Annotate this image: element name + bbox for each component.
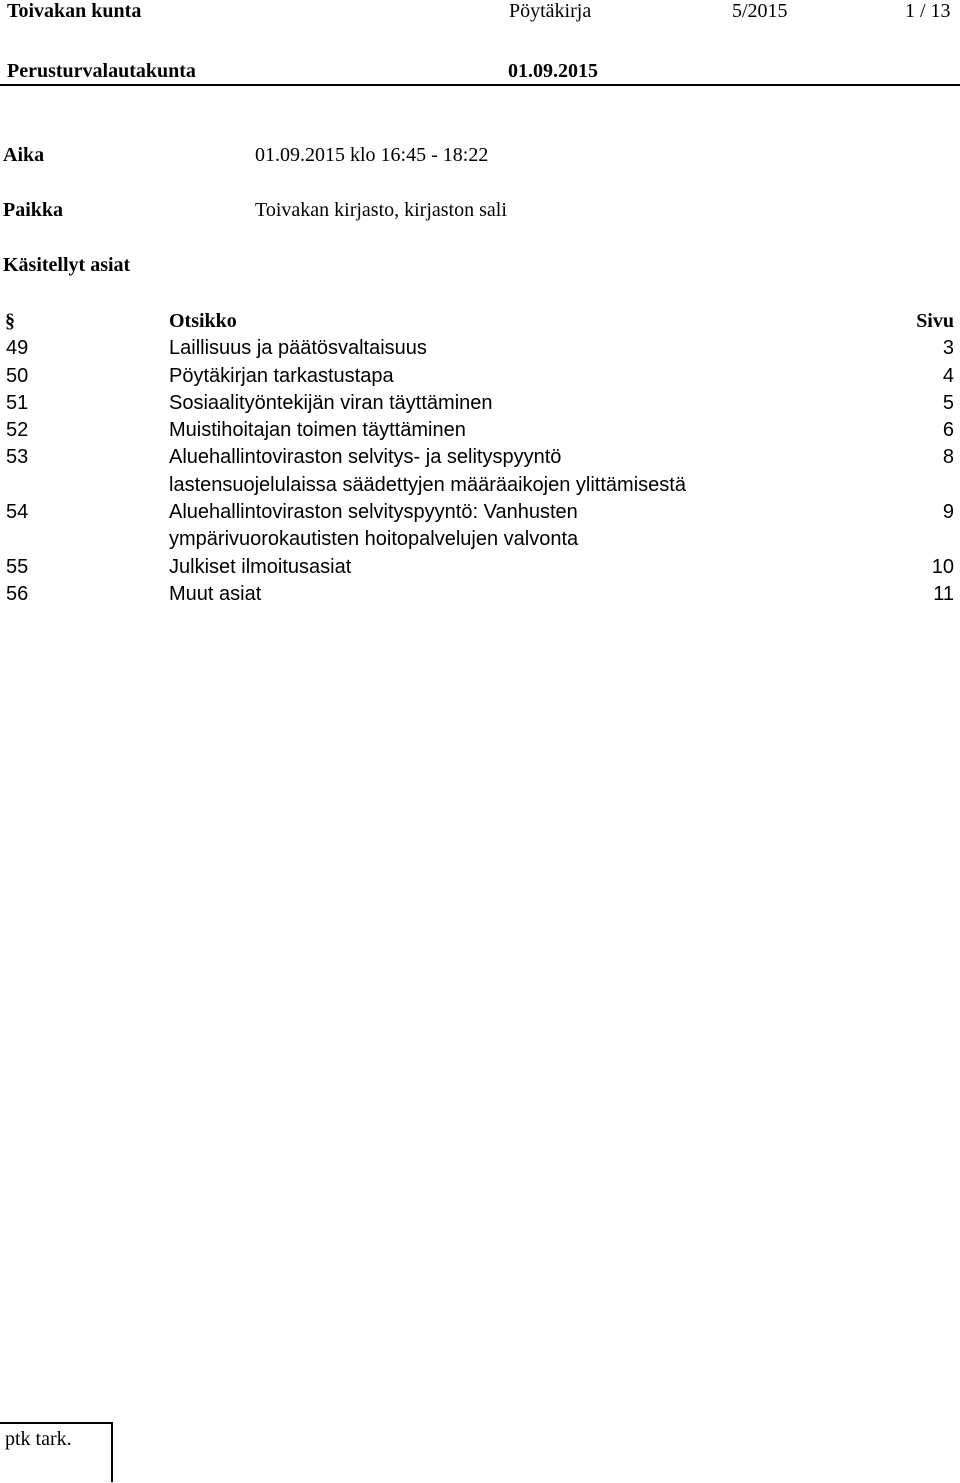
agenda-item-number: 52 (6, 419, 29, 442)
agenda-row (0, 581, 960, 608)
agenda-item-number: 51 (6, 391, 29, 414)
agenda-item-title-line: Julkiset ilmoitusasiat (169, 555, 352, 578)
agenda-item-page: 3 (942, 337, 954, 360)
header-date: 01.09.2015 (508, 60, 598, 82)
agenda-item-page: 9 (942, 501, 954, 524)
agenda-item-title (169, 554, 869, 581)
agenda-item-title-line: Muut asiat (169, 582, 262, 605)
agenda-rows (0, 335, 960, 608)
agenda-row (0, 499, 960, 554)
agenda-item-title (169, 390, 869, 417)
document-type: Pöytäkirja (509, 0, 592, 22)
agenda-row (0, 444, 960, 499)
time-value: 01.09.2015 klo 16:45 - 18:22 (255, 144, 489, 166)
agenda-item-page: 6 (942, 419, 954, 442)
section-sign-icon: § (5, 310, 15, 332)
place-value: Toivakan kirjasto, kirjaston sali (255, 199, 507, 221)
agenda-item-page: 10 (931, 555, 954, 578)
agenda-item-page: 5 (942, 391, 954, 414)
agenda-item-title-line: Laillisuus ja päätösvaltaisuus (169, 337, 427, 360)
agenda-item-title (169, 417, 869, 444)
agenda-item-title-line: Sosiaalityöntekijän viran täyttäminen (169, 391, 493, 414)
agenda-item-number: 54 (6, 501, 29, 524)
agenda-item-page: 4 (942, 364, 954, 387)
agenda-item-page: 11 (933, 582, 954, 605)
agenda-item-title-line: Muistihoitajan toimen täyttäminen (169, 419, 466, 442)
column-page-header: Sivu (916, 310, 954, 332)
agenda-item-number: 56 (6, 582, 29, 605)
agenda-row (0, 417, 960, 444)
agenda-item-number: 49 (6, 337, 29, 360)
agenda-item-title (169, 444, 869, 499)
agenda-item-title-line: Pöytäkirjan tarkastustapa (169, 364, 394, 387)
agenda-header-row (0, 308, 960, 335)
agenda-row (0, 363, 960, 390)
agenda-item-title (169, 363, 869, 390)
agenda-item-title (169, 499, 869, 554)
document-number: 5/2015 (732, 0, 788, 22)
time-label: Aika (3, 144, 45, 166)
ptk-label: ptk tark. (5, 1428, 72, 1450)
agenda-item-title-line: Aluehallintoviraston selvitys- ja selityspyyntö (169, 446, 562, 469)
organization-name: Toivakan kunta (7, 0, 142, 22)
items-heading: Käsitellyt asiat (3, 254, 131, 276)
place-label: Paikka (3, 199, 64, 221)
agenda-row (0, 554, 960, 581)
column-title-header: Otsikko (169, 310, 237, 332)
agenda-table (0, 308, 960, 608)
agenda-item-title-continuation: ympärivuorokautisten hoitopalvelujen valvonta (169, 528, 579, 551)
agenda-item-number: 53 (6, 446, 29, 469)
agenda-item-title (169, 335, 869, 362)
agenda-row (0, 335, 960, 362)
agenda-item-page: 8 (942, 446, 954, 469)
agenda-item-number: 50 (6, 364, 29, 387)
agenda-row (0, 390, 960, 417)
agenda-item-title-continuation: lastensuojelulaissa säädettyjen määräaikojen ylittämisestä (169, 473, 686, 496)
agenda-item-title-line: Aluehallintoviraston selvityspyyntö: Vanhusten (169, 501, 578, 524)
agenda-item-number: 55 (6, 555, 29, 578)
agenda-item-title (169, 581, 869, 608)
page-number: 1 / 13 (905, 0, 951, 22)
header-divider (0, 84, 960, 86)
committee-name: Perusturvalautakunta (7, 60, 196, 82)
